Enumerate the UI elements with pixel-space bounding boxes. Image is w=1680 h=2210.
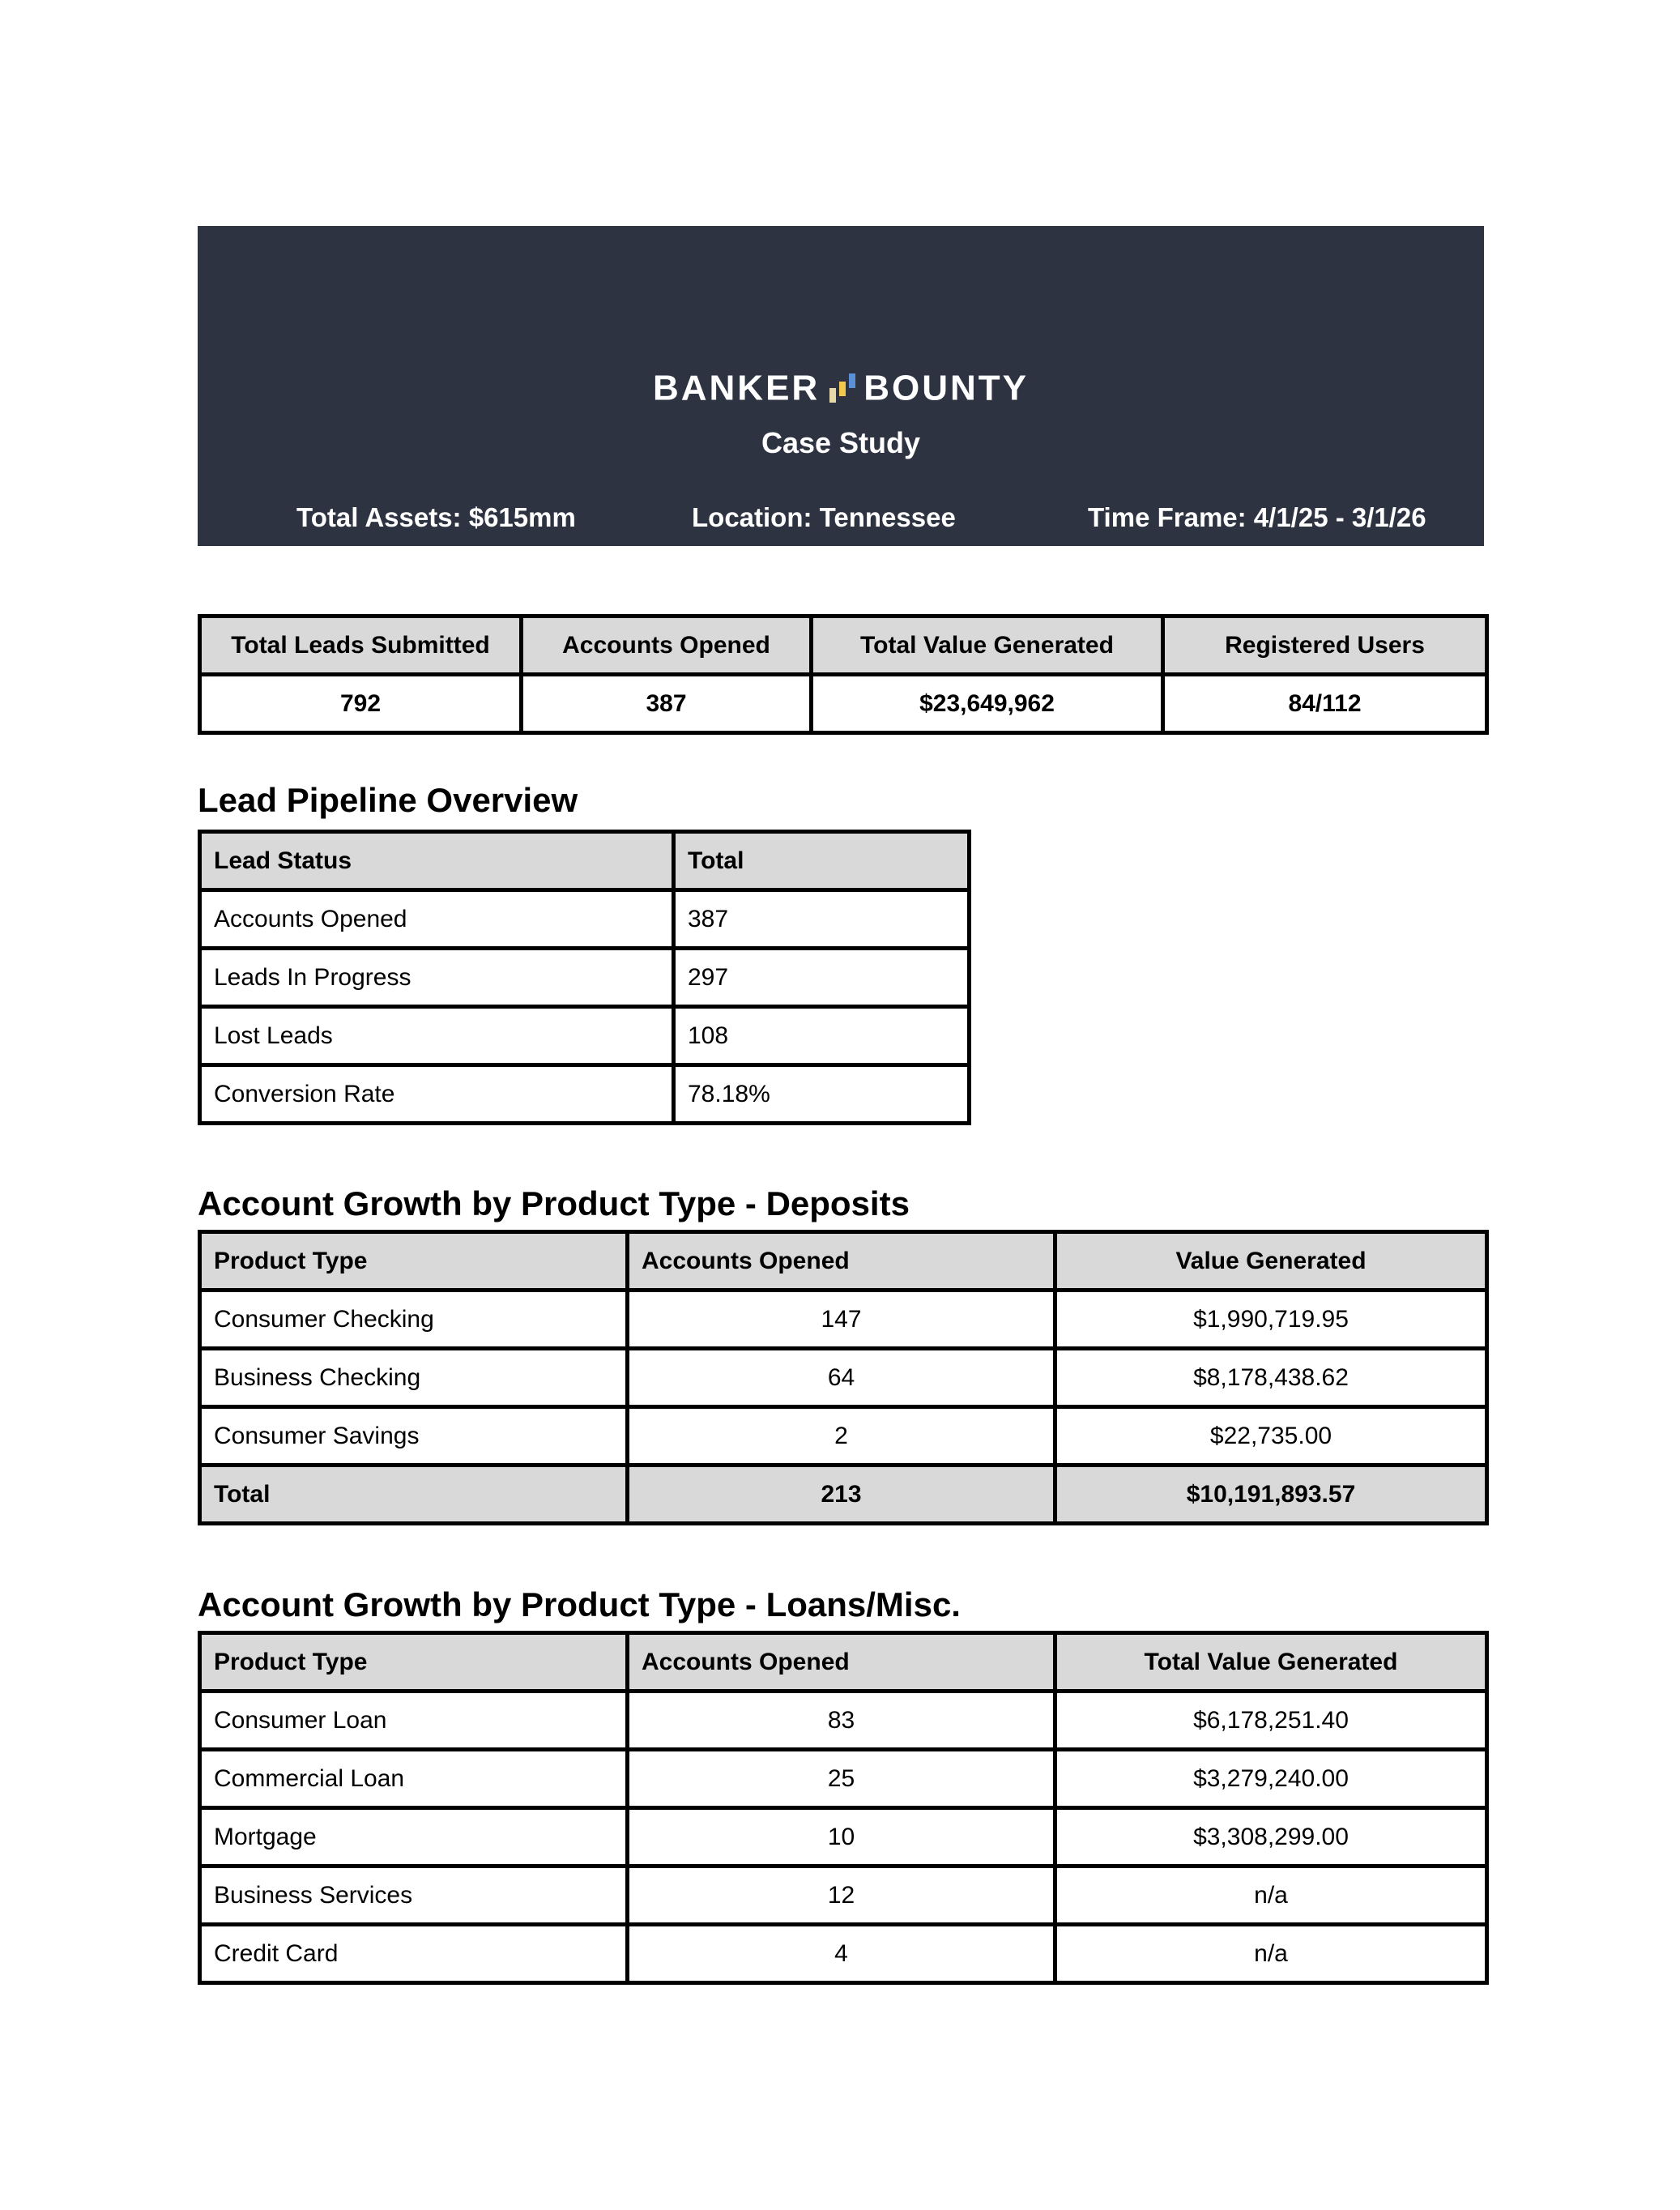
accounts-opened-cell: 12: [628, 1867, 1055, 1925]
total-assets-label: Total Assets: $615mm: [296, 502, 576, 532]
summary-header-row: [200, 616, 1487, 675]
logo-bar-1: [829, 388, 836, 403]
deposits-section-title: Account Growth by Product Type - Deposits: [198, 1184, 910, 1222]
table-row: [200, 1750, 1487, 1808]
deposits-header-product: Product Type: [200, 1232, 628, 1291]
pipeline-total-cell: 297: [674, 949, 970, 1007]
table-row: [200, 1407, 1487, 1466]
summary-header-leads: Total Leads Submitted: [200, 616, 522, 675]
summary-value-users: 84/112: [1163, 675, 1487, 733]
loans-table: [198, 1631, 1489, 1985]
brand-logo: [198, 364, 1484, 411]
product-type-cell: Business Checking: [200, 1349, 628, 1407]
brand-name-left: BANKER: [652, 368, 821, 408]
brand-name-right: BOUNTY: [863, 368, 1029, 408]
value-generated-cell: n/a: [1055, 1925, 1487, 1983]
table-row: [200, 1065, 970, 1124]
summary-value-row: [200, 675, 1487, 733]
summary-value-value: $23,649,962: [812, 675, 1163, 733]
table-row: [200, 1349, 1487, 1407]
accounts-opened-cell: 10: [628, 1808, 1055, 1867]
value-generated-cell: $8,178,438.62: [1055, 1349, 1487, 1407]
value-generated-cell: $1,990,719.95: [1055, 1291, 1487, 1349]
summary-table: [198, 614, 1489, 735]
report-subtitle: Case Study: [761, 426, 921, 459]
pipeline-header-status: Lead Status: [200, 832, 674, 890]
logo-bar-3: [849, 373, 855, 388]
summary-value-accounts: 387: [522, 675, 812, 733]
pipeline-status-cell: Lost Leads: [200, 1007, 674, 1065]
value-generated-cell: $3,279,240.00: [1055, 1750, 1487, 1808]
summary-value-leads: 792: [200, 675, 522, 733]
table-row: [200, 890, 970, 949]
loans-section-title: Account Growth by Product Type - Loans/Misc.: [198, 1585, 961, 1623]
summary-header-accounts: Accounts Opened: [522, 616, 812, 675]
deposits-header-accounts: Accounts Opened: [628, 1232, 1055, 1291]
product-type-cell: Mortgage: [200, 1808, 628, 1867]
product-type-cell: Consumer Loan: [200, 1692, 628, 1750]
product-type-cell: Consumer Checking: [200, 1291, 628, 1349]
location-label: Location: Tennessee: [692, 502, 956, 532]
accounts-opened-cell: 83: [628, 1692, 1055, 1750]
loans-header-accounts: Accounts Opened: [628, 1633, 1055, 1692]
deposits-total-row: [200, 1466, 1487, 1524]
table-row: [200, 949, 970, 1007]
table-row: [200, 1007, 970, 1065]
bar-chart-logo-icon: [828, 372, 857, 404]
deposits-total-accounts: 213: [628, 1466, 1055, 1524]
table-row: [200, 1808, 1487, 1867]
accounts-opened-cell: 4: [628, 1925, 1055, 1983]
loans-header-row: [200, 1633, 1487, 1692]
value-generated-cell: $22,735.00: [1055, 1407, 1487, 1466]
pipeline-total-cell: 108: [674, 1007, 970, 1065]
pipeline-section-title: Lead Pipeline Overview: [198, 781, 578, 819]
product-type-cell: Consumer Savings: [200, 1407, 628, 1466]
table-row: [200, 1925, 1487, 1983]
table-row: [200, 1291, 1487, 1349]
summary-header-value: Total Value Generated: [812, 616, 1163, 675]
product-type-cell: Business Services: [200, 1867, 628, 1925]
deposits-table: [198, 1230, 1489, 1525]
product-type-cell: Credit Card: [200, 1925, 628, 1983]
deposits-header-value: Value Generated: [1055, 1232, 1487, 1291]
summary-header-users: Registered Users: [1163, 616, 1487, 675]
loans-header-value: Total Value Generated: [1055, 1633, 1487, 1692]
pipeline-status-cell: Accounts Opened: [200, 890, 674, 949]
pipeline-status-cell: Leads In Progress: [200, 949, 674, 1007]
header-banner: [198, 226, 1484, 546]
pipeline-total-cell: 387: [674, 890, 970, 949]
accounts-opened-cell: 2: [628, 1407, 1055, 1466]
table-row: [200, 1867, 1487, 1925]
accounts-opened-cell: 64: [628, 1349, 1055, 1407]
loans-header-product: Product Type: [200, 1633, 628, 1692]
pipeline-status-cell: Conversion Rate: [200, 1065, 674, 1124]
time-frame-label: Time Frame: 4/1/25 - 3/1/26: [1088, 502, 1426, 532]
table-row: [200, 1692, 1487, 1750]
pipeline-table: [198, 830, 971, 1125]
logo-bar-2: [839, 382, 846, 396]
deposits-header-row: [200, 1232, 1487, 1291]
pipeline-total-cell: 78.18%: [674, 1065, 970, 1124]
pipeline-header-total: Total: [674, 832, 970, 890]
pipeline-header-row: [200, 832, 970, 890]
value-generated-cell: $6,178,251.40: [1055, 1692, 1487, 1750]
value-generated-cell: $3,308,299.00: [1055, 1808, 1487, 1867]
accounts-opened-cell: 25: [628, 1750, 1055, 1808]
product-type-cell: Commercial Loan: [200, 1750, 628, 1808]
deposits-total-label: Total: [200, 1466, 628, 1524]
accounts-opened-cell: 147: [628, 1291, 1055, 1349]
deposits-total-value: $10,191,893.57: [1055, 1466, 1487, 1524]
value-generated-cell: n/a: [1055, 1867, 1487, 1925]
